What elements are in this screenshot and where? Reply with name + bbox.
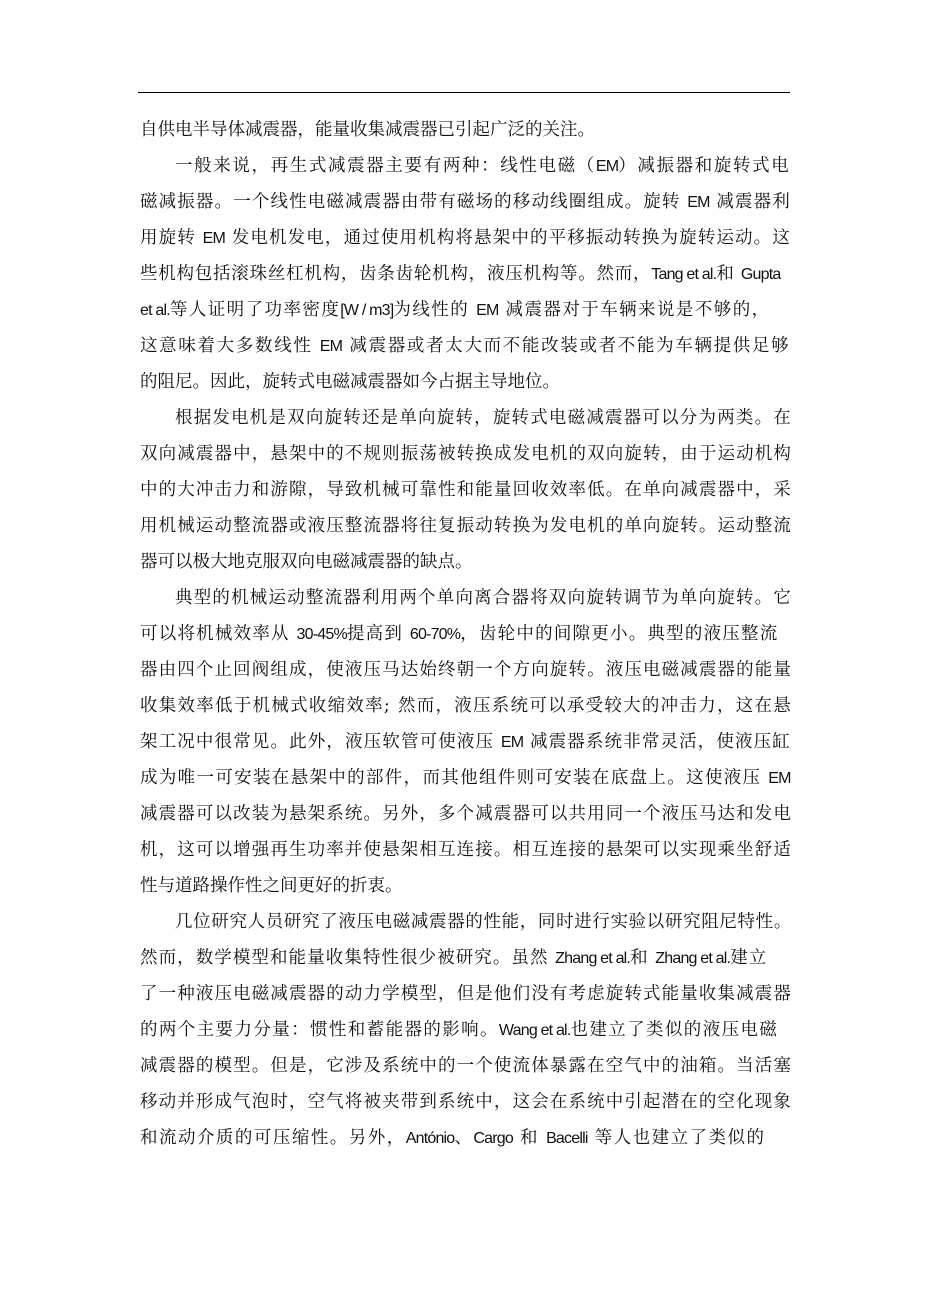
text-line [140,400,792,436]
text-line [140,760,792,796]
line-text: 典型的机械运动整流器利用两个单向离合器将双向旋转调节为单向旋转。它 [175,588,792,608]
line-text: 中的大冲击力和游隙，导致机械可靠性和能量回收效率低。在单向减震器中，采 [140,480,792,500]
line-text: 减震器的模型。但是，它涉及系统中的一个使流体暴露在空气中的油箱。当活塞 [140,1056,792,1076]
line-text: 磁减振器。一个线性电磁减震器由带有磁场的移动线圈组成。旋转 EM 减震器利 [140,192,791,212]
text-line [140,364,792,400]
text-line [140,580,792,616]
text-line [140,328,792,364]
text-line [140,796,792,832]
line-text: 器可以极大地克服双向电磁减震器的缺点。 [140,552,473,572]
text-line [140,1120,792,1156]
text-line [140,292,792,328]
text-line [140,220,792,256]
line-text: 的阻尼。因此，旋转式电磁减震器如今占据主导地位。 [140,372,560,392]
line-text: 的两个主要力分量：惯性和蓄能器的影响。Wang et al.也建立了类似的液压电磁 [140,1020,779,1040]
line-text: 这意味着大多数线性 EM 减震器或者太大而不能改装或者不能为车辆提供足够 [140,336,791,356]
line-text: 架工况中很常见。此外，液压软管可使液压 EM 减震器系统非常灵活，使液压缸 [140,732,791,752]
line-text: 用机械运动整流器或液压整流器将往复振动转换为发电机的单向旋转。运动整流 [140,516,792,536]
text-line [140,1084,792,1120]
line-text: 双向减震器中，悬架中的不规则振荡被转换成发电机的双向旋转，由于运动机构 [140,444,792,464]
text-line [140,652,792,688]
line-text: 然而，数学模型和能量收集特性很少被研究。虽然 Zhang et al.和 Zhang et al.建立 [140,948,768,968]
text-line [140,976,792,1012]
line-text: 一般来说，再生式减震器主要有两种：线性电磁（EM）减振器和旋转式电 [175,156,791,176]
text-line [140,832,792,868]
line-text: 根据发电机是双向旋转还是单向旋转，旋转式电磁减震器可以分为两类。在 [175,408,792,428]
line-text: 可以将机械效率从 30-45%提高到 60-70%，齿轮中的间隙更小。典型的液压整流 [140,624,779,644]
text-line [140,688,792,724]
line-text: 性与道路操作性之间更好的折衷。 [140,876,403,896]
line-text: 用旋转 EM 发电机发电，通过使用机构将悬架中的平移振动转换为旋转运动。这 [140,228,791,248]
line-text: 移动并形成气泡时，空气将被夹带到系统中，这会在系统中引起潜在的空化现象 [140,1092,792,1112]
header-rule [138,92,790,93]
text-line [140,940,792,976]
text-line [140,184,792,220]
text-line [140,112,792,148]
line-text: 自供电半导体减震器，能量收集减震器已引起广泛的关注。 [140,120,595,140]
text-line [140,256,792,292]
text-line [140,1012,792,1048]
line-text: 机，这可以增强再生功率并使悬架相互连接。相互连接的悬架可以实现乘坐舒适 [140,840,792,860]
line-text: 和流动介质的可压缩性。另外，António、Cargo 和 Bacelli 等人也建立了类似的 [140,1128,766,1148]
line-text: 了一种液压电磁减震器的动力学模型，但是他们没有考虑旋转式能量收集减震器 [140,984,792,1004]
text-line [140,436,792,472]
text-line [140,724,792,760]
line-text: 器由四个止回阀组成，使液压马达始终朝一个方向旋转。液压电磁减震器的能量 [140,660,792,680]
text-line [140,868,792,904]
text-line [140,148,792,184]
text-line [140,544,792,580]
line-text: 几位研究人员研究了液压电磁减震器的性能，同时进行实验以研究阻尼特性。 [175,912,792,932]
line-text: et al.等人证明了功率密度[W / m3]为线性的 EM 减震器对于车辆来说是不够的， [140,300,771,320]
text-line [140,472,792,508]
text-line [140,616,792,652]
text-line [140,904,792,940]
line-text: 成为唯一可安装在悬架中的部件，而其他组件则可安装在底盘上。这使液压 EM [140,768,791,788]
document-body [140,112,792,1156]
text-line [140,1048,792,1084]
line-text: 收集效率低于机械式收缩效率; 然而，液压系统可以承受较大的冲击力，这在悬 [140,696,792,716]
line-text: 些机构包括滚珠丝杠机构，齿条齿轮机构，液压机构等。然而，Tang et al.和 Gupta [140,264,781,284]
text-line [140,508,792,544]
line-text: 减震器可以改装为悬架系统。另外，多个减震器可以共用同一个液压马达和发电 [140,804,792,824]
